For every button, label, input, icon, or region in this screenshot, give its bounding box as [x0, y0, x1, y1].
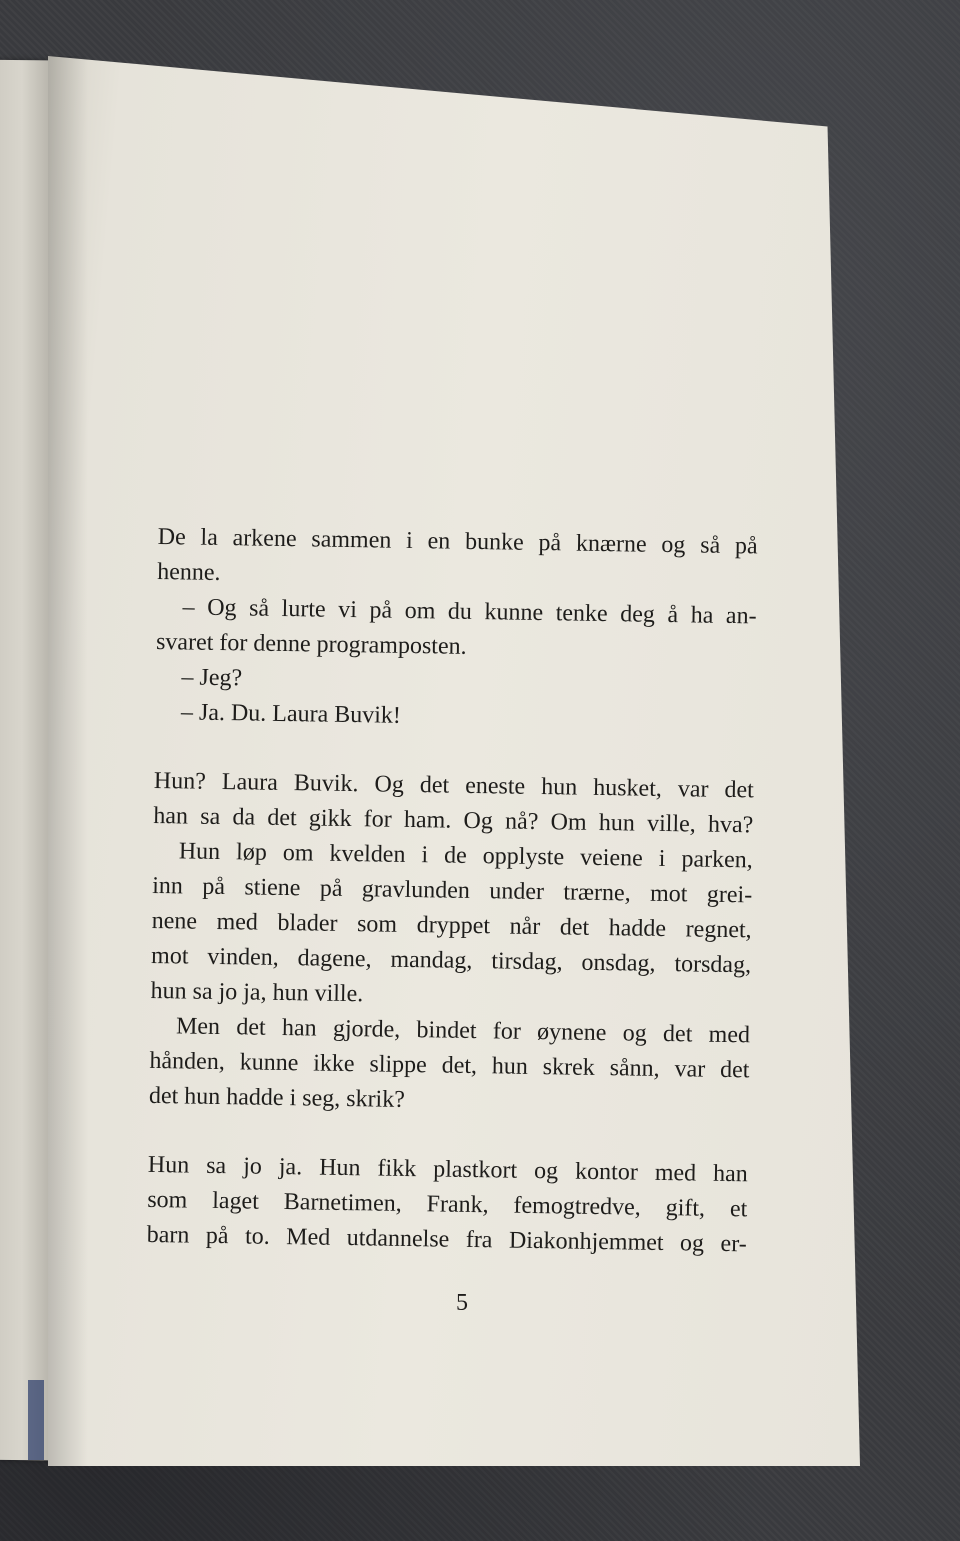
text-line: Hun løp om kvelden i de opplyste veiene i parken,	[178, 838, 753, 874]
text-line: henne.	[156, 558, 221, 586]
page-number: 5	[456, 1290, 468, 1316]
dialogue-line: – Og så lurte vi på om du kunne tenke deg å ha an-	[182, 594, 757, 630]
book-cover-edge	[28, 1380, 44, 1460]
text-line: inn på stiene på gravlunden under trærne, mot grei-	[152, 872, 753, 909]
text-line: som laget Barnetimen, Frank, femogtredve, gift, et	[147, 1186, 748, 1223]
facing-page-edge	[0, 60, 50, 1461]
dialogue-line: – Jeg?	[181, 664, 243, 692]
text-line: De la arkene sammen i en bunke på knærne og så på	[157, 523, 758, 560]
text-line: Hun sa jo ja. Hun fikk plastkort og kontor med han	[147, 1151, 748, 1188]
text-line: svaret for denne programposten.	[155, 628, 467, 660]
dialogue-line: – Ja. Du. Laura Buvik!	[180, 699, 402, 729]
text-line: det hun hadde i seg, skrik?	[148, 1082, 406, 1113]
text-line: nene med blader som dryppet når det hadde regnet,	[151, 907, 752, 944]
text-line: Hun? Laura Buvik. Og det eneste hun husket, var det	[153, 767, 755, 804]
text-line: han sa da det gikk for ham. Og nå? Om hun ville, hva?	[153, 802, 754, 839]
text-line: Men det han gjorde, bindet for øynene og det med	[175, 1013, 751, 1049]
text-line: barn på to. Med utdannelse fra Diakonhjemmet og er-	[146, 1221, 747, 1258]
text-line: hun sa jo ja, hun ville.	[150, 977, 364, 1008]
text-line: mot vinden, dagene, mandag, tirsdag, onsdag, torsdag,	[150, 942, 752, 979]
page-text	[146, 520, 757, 1262]
text-line: hånden, kunne ikke slippe det, hun skrek sånn, var det	[149, 1047, 750, 1084]
